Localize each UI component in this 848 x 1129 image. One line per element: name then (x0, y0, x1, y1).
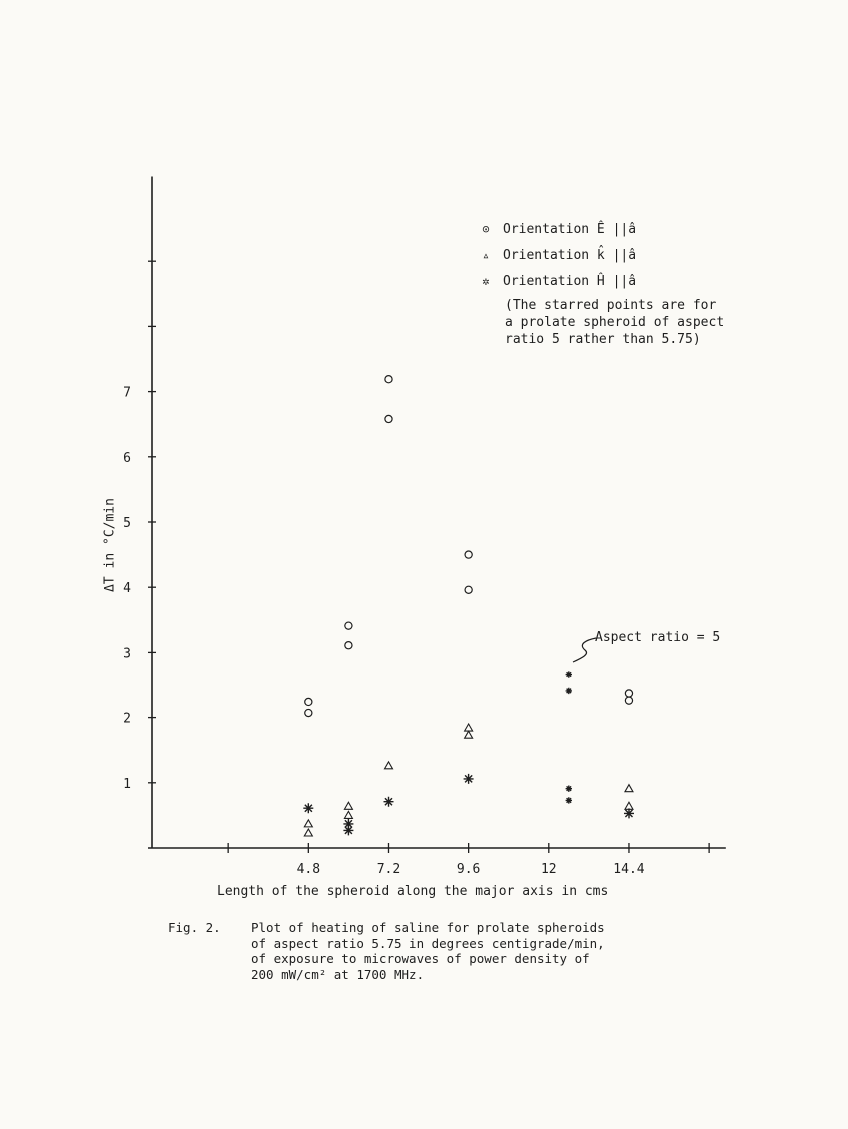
circle-point (625, 697, 632, 704)
triangle-point (304, 829, 312, 836)
triangle-point (304, 820, 312, 827)
circle-point (385, 415, 392, 422)
small-star-point (566, 688, 572, 694)
legend-item-k (478, 242, 636, 268)
x-tick-label: 4.8 (296, 862, 321, 877)
circle-marker-icon: ⊙ (482, 222, 490, 236)
triangle-marker-icon: ▵ (482, 248, 490, 262)
legend-label: Orientation Ê ||â (503, 221, 637, 237)
data-points (303, 376, 634, 836)
circle-point (305, 698, 312, 705)
x-tick-label: 9.6 (456, 862, 481, 877)
star-point (464, 774, 474, 784)
triangle-point (344, 811, 352, 818)
axis-ticks (123, 261, 709, 877)
circle-point (385, 376, 392, 383)
x-tick-label: 14.4 (613, 862, 645, 877)
axes (148, 176, 726, 848)
y-tick-label: 2 (123, 711, 131, 727)
circle-point (345, 622, 352, 629)
y-tick-label: 7 (123, 385, 131, 401)
circle-point (625, 690, 632, 697)
triangle-point (465, 731, 473, 738)
star-marker-icon: ✲ (482, 274, 490, 288)
triangle-point (625, 802, 633, 809)
star-point (343, 825, 353, 835)
y-tick-label: 5 (123, 516, 131, 531)
circle-point (465, 586, 472, 593)
y-tick-label: 4 (123, 581, 131, 597)
triangle-point (465, 724, 473, 731)
legend (478, 216, 636, 294)
triangle-point (384, 762, 392, 769)
aspect-ratio-annotation: Aspect ratio = 5 (595, 630, 721, 645)
y-tick-label: 1 (123, 776, 131, 792)
legend-label: Orientation k̂ ||â (503, 247, 637, 263)
star-point (624, 808, 634, 818)
x-axis-label: Length of the spheroid along the major axis in cms (217, 884, 609, 899)
star-point (303, 803, 313, 813)
triangle-point (625, 785, 633, 792)
y-tick-label: 6 (123, 450, 131, 466)
circle-point (465, 551, 472, 558)
annotation-arrow (573, 638, 596, 662)
small-star-point (566, 786, 572, 792)
legend-label: Orientation Ĥ ||â (503, 273, 637, 289)
caption-label: Fig. 2. (168, 920, 221, 935)
legend-item-h (478, 268, 636, 294)
y-tick-label: 3 (123, 646, 131, 662)
caption-text: Plot of heating of saline for prolate spheroids of aspect ratio 5.75 in degrees centigrade/min, of exposure to microwaves of power density of 200 mW/cm² at 1700 MHz. (251, 920, 605, 982)
y-axis-label: ΔT in °C/min (102, 498, 118, 592)
legend-item-e (478, 216, 636, 242)
small-star-point (566, 671, 572, 677)
small-star-point (566, 797, 572, 803)
triangle-point (344, 802, 352, 809)
circle-point (345, 642, 352, 649)
x-tick-label: 7.2 (376, 862, 401, 877)
legend-note: (The starred points are for a prolate spheroid of aspect ratio 5 rather than 5.75) (505, 298, 725, 347)
x-tick-label: 12 (540, 862, 557, 877)
circle-point (305, 709, 312, 716)
star-point (384, 797, 394, 807)
